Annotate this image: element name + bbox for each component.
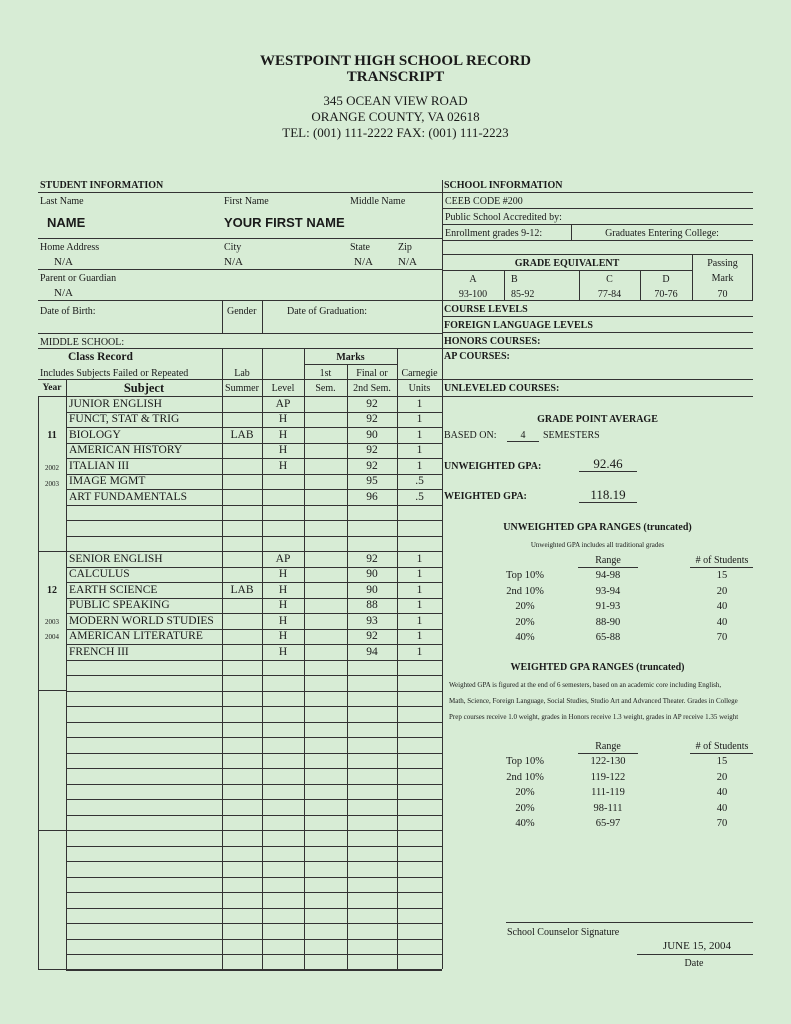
student-info-heading: STUDENT INFORMATION [40,180,164,191]
parent-value: N/A [54,287,73,299]
grade-range-c: 77-84 [597,289,622,300]
range-tier: Top 10% [505,756,545,767]
unweighted-range-header: Range [595,555,621,566]
course-level: AP [275,397,291,410]
course-units: 1 [416,413,423,425]
range-tier: Top 10% [505,570,545,581]
course-units: .5 [415,475,424,487]
grade-12-year-1: 2003 [45,618,59,626]
date-label: Date [684,958,704,969]
parent-label: Parent or Guardian [40,273,117,284]
course-subject: FUNCT, STAT & TRIG [69,413,180,425]
course-units: 1 [416,630,423,642]
accredited-label: Public School Accredited by: [445,212,562,223]
grade-11-year-2: 2003 [45,480,59,488]
last-name-value: NAME [47,215,86,230]
course-level: H [278,614,288,627]
summer-label: Summer [225,383,259,394]
year-label: Year [42,383,62,393]
grade-12-label: 12 [47,585,57,596]
graduates-label: Graduates Entering College: [605,228,719,239]
course-level: H [278,645,288,658]
range-students: 15 [716,570,728,581]
school-info-heading: SCHOOL INFORMATION [444,180,563,191]
sem1-label-1: 1st [319,368,332,379]
course-level: H [278,459,288,472]
gender-label: Gender [227,306,257,317]
class-record-title: Class Record [68,351,133,363]
course-level: H [278,583,288,596]
grade-letter-d: D [662,274,670,285]
document-title: TRANSCRIPT [346,69,445,85]
course-level: H [278,599,288,611]
course-units: 1 [416,444,423,456]
weighted-note-3: Prep courses receive 1.0 weight, grades in Honors receive 1.3 weight, grades in AP receive 1.35 weight [449,713,739,721]
course-units: 1 [416,645,423,658]
range-students: 40 [716,787,728,798]
course-subject: ART FUNDAMENTALS [69,490,187,503]
sem1-label-2: Sem. [315,383,336,394]
first-name-label: First Name [224,196,269,207]
course-final-mark: 90 [366,568,378,580]
grade-11-year-1: 2002 [45,464,59,472]
ap-courses-label: AP COURSES: [444,351,510,362]
grade-range-d: 70-76 [654,289,678,300]
course-final-mark: 92 [366,397,378,410]
lab-label: Lab [234,368,250,379]
foreign-language-levels-label: FOREIGN LANGUAGE LEVELS [444,320,593,331]
course-units: 1 [416,568,423,580]
range-students: 15 [716,756,728,767]
range-value: 122-130 [590,756,626,767]
course-subject: SENIOR ENGLISH [69,552,163,565]
state-label: State [350,242,370,253]
last-name-label: Last Name [40,196,84,207]
course-units: 1 [416,428,423,441]
course-units: 1 [416,583,423,596]
course-final-mark: 92 [366,459,378,472]
unweighted-ranges-title: UNWEIGHTED GPA RANGES (truncated) [503,522,692,533]
course-final-mark: 90 [366,583,378,596]
semesters-count: 4 [507,430,539,442]
course-subject: JUNIOR ENGLISH [69,397,162,410]
course-units: 1 [416,459,423,472]
first-name-value: YOUR FIRST NAME [224,215,345,230]
grade-12-year-2: 2004 [45,633,59,641]
weighted-students-header: # of Students [695,741,749,752]
course-subject: IMAGE MGMT [69,475,146,487]
range-value: 65-88 [595,632,621,643]
range-value: 98-111 [593,802,623,814]
unweighted-students-header: # of Students [695,555,749,566]
state-value: N/A [354,256,373,268]
range-value: 111-119 [591,787,625,798]
based-on-label: BASED ON: [444,430,497,441]
level-label: Level [271,383,295,394]
final-label-2: 2nd Sem. [353,383,391,394]
unweighted-gpa-label: UNWEIGHTED GPA: [444,461,542,472]
course-subject: AMERICAN LITERATURE [69,630,203,642]
honors-courses-label: HONORS COURSES: [444,336,541,347]
range-students: 40 [716,802,728,814]
course-final-mark: 96 [366,490,378,503]
range-students: 20 [716,771,728,783]
ceeb-code: CEEB CODE #200 [445,196,523,207]
grade-range-a: 93-100 [458,289,488,300]
final-label-1: Final or [356,368,388,379]
passing-label-2: Mark [711,273,734,284]
subject-label: Subject [123,381,165,395]
course-subject: ITALIAN III [69,459,130,472]
course-final-mark: 92 [366,552,378,565]
home-address-value: N/A [54,256,73,268]
course-subject: FRENCH III [69,645,129,658]
passing-label-1: Passing [707,258,738,269]
course-final-mark: 88 [366,599,378,611]
range-tier: 20% [515,601,535,612]
course-level: H [278,568,288,580]
zip-label: Zip [398,242,412,253]
course-level: H [278,413,288,425]
course-final-mark: 94 [366,645,378,658]
gpa-title: GRADE POINT AVERAGE [537,414,658,425]
unweighted-ranges-note: Unweighted GPA includes all traditional grades [530,541,665,549]
course-units: 1 [416,614,423,627]
range-value: 94-98 [595,570,621,581]
range-value: 65-97 [595,818,621,829]
range-value: 93-94 [595,585,621,597]
counselor-signature-label: School Counselor Signature [507,927,620,938]
school-title: WESTPOINT HIGH SCHOOL RECORD [259,53,532,69]
range-tier: 2nd 10% [506,585,544,597]
course-lab: LAB [230,428,254,441]
range-tier: 40% [515,632,535,643]
dob-label: Date of Birth: [40,306,96,317]
city-value: N/A [224,256,243,268]
middle-school-label: MIDDLE SCHOOL: [40,337,125,348]
course-levels-label: COURSE LEVELS [444,304,528,315]
grade-letter-c: C [606,274,613,285]
course-level: H [278,428,288,441]
middle-name-label: Middle Name [350,196,406,207]
city-label: City [224,242,242,253]
signature-date: JUNE 15, 2004 [662,940,732,952]
weighted-note-1: Weighted GPA is figured at the end of 6 semesters, based on an academic core including English, [449,681,722,689]
course-subject: PUBLIC SPEAKING [69,599,170,611]
marks-label: Marks [336,352,365,363]
range-value: 88-90 [595,616,621,628]
course-units: .5 [415,490,424,503]
range-tier: 2nd 10% [506,771,544,783]
weighted-gpa-value: 118.19 [579,488,637,503]
range-value: 91-93 [595,601,621,612]
course-final-mark: 92 [366,630,378,642]
course-final-mark: 93 [366,614,378,627]
course-units: 1 [416,599,423,611]
range-students: 70 [716,818,728,829]
range-students: 70 [716,632,728,643]
address-line-1: 345 OCEAN VIEW ROAD [323,93,468,108]
course-level: H [278,444,288,456]
course-subject: BIOLOGY [69,428,121,441]
home-address-label: Home Address [40,242,100,253]
course-subject: CALCULUS [69,568,130,580]
range-tier: 20% [515,802,535,814]
range-tier: 40% [515,818,535,829]
grade-equivalent-title: GRADE EQUIVALENT [514,258,620,269]
range-tier: 20% [515,616,535,628]
course-level: AP [275,552,291,565]
grade-letter-a: A [469,274,477,285]
course-final-mark: 90 [366,428,378,441]
carnegie-label-2: Units [408,383,431,394]
course-level: H [278,630,288,642]
course-final-mark: 92 [366,413,378,425]
weighted-ranges-title: WEIGHTED GPA RANGES (truncated) [510,662,685,673]
weighted-range-header: Range [595,741,621,752]
course-units: 1 [416,397,423,410]
range-students: 40 [716,616,728,628]
course-subject: AMERICAN HISTORY [69,444,183,456]
course-subject: MODERN WORLD STUDIES [69,614,214,627]
address-line-2: ORANGE COUNTY, VA 02618 [311,109,480,124]
passing-mark-value: 70 [717,289,728,300]
unleveled-courses-label: UNLEVELED COURSES: [444,383,560,394]
contact-line: TEL: (001) 111-2222 FAX: (001) 111-2223 [282,125,509,140]
weighted-gpa-label: WEIGHTED GPA: [444,491,527,502]
grade-letter-b: B [511,274,518,285]
semesters-label: SEMESTERS [543,430,600,441]
course-units: 1 [416,552,423,565]
enrollment-label: Enrollment grades 9-12: [445,228,543,239]
range-value: 119-122 [590,771,626,783]
range-students: 40 [716,601,728,612]
weighted-note-2: Math, Science, Foreign Language, Social Studies, Studio Art and Advanced Theater. Grades in College [449,697,738,705]
grade-11-label: 11 [47,430,57,441]
graduation-label: Date of Graduation: [287,306,367,317]
course-lab: LAB [230,583,254,596]
course-final-mark: 95 [366,475,378,487]
range-tier: 20% [515,787,535,798]
course-subject: EARTH SCIENCE [69,583,158,596]
carnegie-label-1: Carnegie [401,368,438,379]
range-students: 20 [716,585,728,597]
unweighted-gpa-value: 92.46 [579,457,637,472]
course-final-mark: 92 [366,444,378,456]
grade-range-b: 85-92 [511,289,535,300]
zip-value: N/A [398,256,417,268]
class-record-subtitle: Includes Subjects Failed or Repeated [40,368,189,379]
